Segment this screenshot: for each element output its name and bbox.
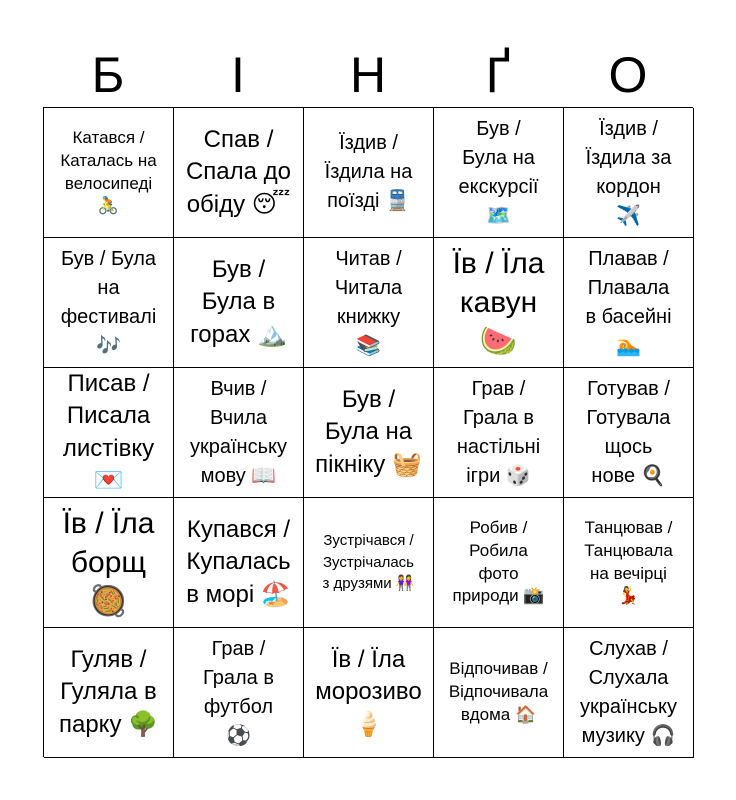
cell-text: Купався / Купалась в морі 🏖️ bbox=[186, 515, 291, 608]
bingo-cell[interactable] bbox=[564, 628, 694, 758]
cell-text: Катався / Каталась на велосипеді 🚴 bbox=[60, 127, 157, 216]
cell-text: Їздив / Їздила за кордон ✈️ bbox=[585, 117, 672, 227]
bingo-cell[interactable] bbox=[44, 498, 174, 628]
bingo-header bbox=[43, 40, 693, 110]
bingo-cell[interactable] bbox=[174, 628, 304, 758]
header-letter-n: Н bbox=[349, 47, 387, 103]
bingo-cell[interactable] bbox=[44, 628, 174, 758]
bingo-cell[interactable] bbox=[304, 108, 434, 238]
cell-text: Їздив / Їздила на поїзді 🚆 bbox=[324, 132, 413, 212]
bingo-cell[interactable] bbox=[564, 498, 694, 628]
cell-text: Танцював / Танцювала на вечірці 💃 bbox=[584, 517, 673, 606]
cell-text: Писав / Писала листівку 💌 bbox=[62, 369, 155, 494]
header-letter-b: Б bbox=[91, 47, 125, 103]
bingo-cell[interactable] bbox=[174, 368, 304, 498]
bingo-cell[interactable] bbox=[174, 238, 304, 368]
cell-text: Був / Була на пікніку 🧺 bbox=[315, 385, 422, 478]
bingo-cell[interactable] bbox=[434, 238, 564, 368]
bingo-cell[interactable] bbox=[434, 498, 564, 628]
cell-text: Робив / Робила фото природи 📸 bbox=[452, 517, 545, 606]
cell-text: Плавав / Плавала в басейні 🏊 bbox=[585, 247, 672, 357]
cell-text: Був / Була на екскурсії 🗺️ bbox=[458, 117, 539, 227]
header-letter-g: Ґ bbox=[485, 47, 511, 103]
bingo-cell[interactable] bbox=[304, 498, 434, 628]
bingo-cell[interactable] bbox=[304, 368, 434, 498]
header-letter-o: О bbox=[608, 47, 648, 103]
bingo-cell[interactable] bbox=[44, 108, 174, 238]
cell-text: Готував / Готувала щось нове 🍳 bbox=[586, 377, 671, 487]
bingo-cell[interactable] bbox=[434, 368, 564, 498]
cell-text: Відпочивав / Відпочивала вдома 🏠 bbox=[448, 659, 549, 724]
cell-text: Їв / Їла борщ 🥘 bbox=[62, 507, 155, 618]
cell-text: Слухав / Слухала українську музику 🎧 bbox=[580, 637, 677, 747]
bingo-cell[interactable] bbox=[434, 628, 564, 758]
cell-text: Гуляв / Гуляла в парку 🌳 bbox=[58, 645, 158, 738]
bingo-cell[interactable] bbox=[564, 238, 694, 368]
bingo-cell[interactable] bbox=[564, 368, 694, 498]
bingo-cell[interactable] bbox=[174, 108, 304, 238]
cell-text: Грав / Грала в настільні ігри 🎲 bbox=[456, 377, 541, 487]
bingo-cell[interactable] bbox=[44, 238, 174, 368]
cell-text: Читав / Читала книжку 📚 bbox=[334, 247, 403, 357]
bingo-cell[interactable] bbox=[174, 498, 304, 628]
bingo-grid bbox=[43, 107, 693, 757]
bingo-cell[interactable] bbox=[434, 108, 564, 238]
cell-text: Був / Була на фестивалі 🎶 bbox=[60, 247, 157, 357]
bingo-cell[interactable] bbox=[44, 368, 174, 498]
bingo-cell[interactable] bbox=[564, 108, 694, 238]
header-letter-i: І bbox=[231, 47, 245, 103]
cell-text: Був / Була в горах 🏔️ bbox=[190, 255, 287, 348]
cell-text: Їв / Їла морозиво 🍦 bbox=[315, 645, 422, 738]
bingo-cell[interactable] bbox=[304, 628, 434, 758]
cell-text: Зустрічався / Зустрічалась з друзями 👭 bbox=[322, 531, 415, 593]
cell-text: Грав / Грала в футбол ⚽ bbox=[203, 637, 274, 747]
cell-text: Їв / Їла кавун 🍉 bbox=[452, 247, 545, 358]
cell-text: Спав / Спала до обіду 😴 bbox=[185, 125, 292, 218]
bingo-cell[interactable] bbox=[304, 238, 434, 368]
cell-text: Вчив / Вчила українську мову 📖 bbox=[190, 377, 287, 487]
